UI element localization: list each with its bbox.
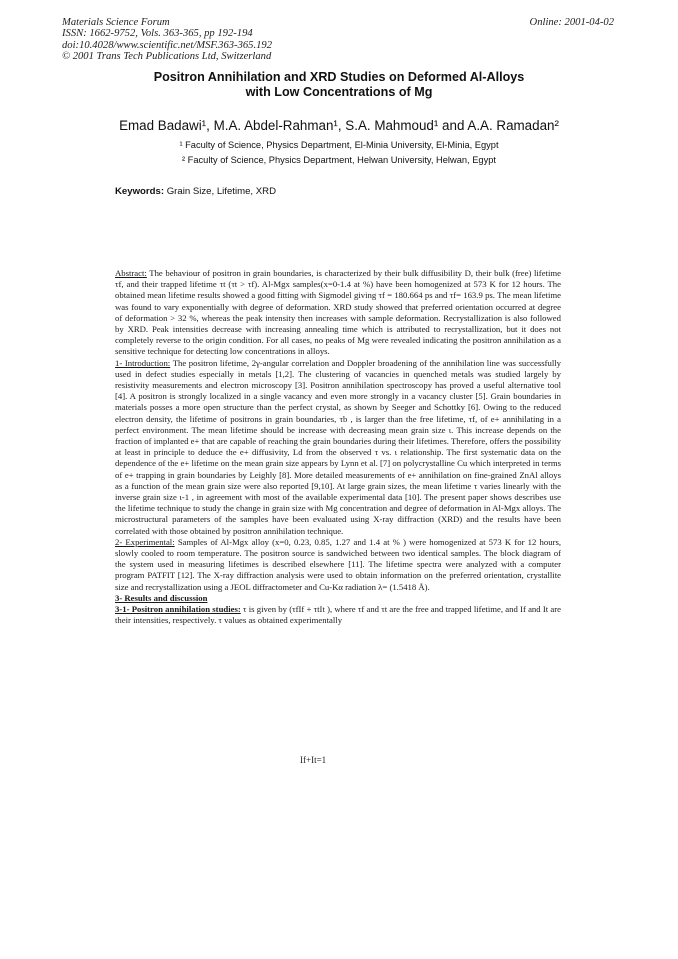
introduction-paragraph xyxy=(115,358,561,537)
author-list: Emad Badawi¹, M.A. Abdel-Rahman¹, S.A. Mahmoud¹ and A.A. Ramadan² xyxy=(119,118,559,133)
keywords-text: Grain Size, Lifetime, XRD xyxy=(166,186,277,197)
journal-name: Materials Science Forum xyxy=(62,17,170,28)
doi-link[interactable]: doi:10.4028/www.scientific.net/MSF.363-365.192 xyxy=(62,39,272,51)
experimental-paragraph xyxy=(115,537,561,593)
title-line-1: Positron Annihilation and XRD Studies on Deformed Al-Alloys xyxy=(153,70,525,84)
keywords xyxy=(115,186,276,197)
journal-header xyxy=(62,17,272,62)
experimental-heading: 2- Experimental: xyxy=(115,536,175,547)
abstract-text: The behaviour of positron in grain boundaries, is characterized by their bulk diffusibility D, their bulk (free) lifetime τf, and their trapped lifetime τt (τt > τf). Al-Mgx samples(x=0-1.4 at %) have been homogenized at 573 K for 12 hours. The obtained mean lifetime results showed a good fitting with Sigmodel giving τf = 180.664 ps and τf= 163.9 ps. The mean lifetime was found to vary exponentially with degree of deformation. XRD study showed that preferred orientation occurred at degree of deformation > 32 %, whereas the peak intensity then increases with sample deformation. Recrystallization is also followed by XRD. Peak intensities decrease with increasing annealing time which is attributed to recrystallization, but it does not completely reverse to the origin condition. For all cases, no peaks of Mg were revealed indicating the positron annihilation as a sensitive technique for detecting low concentrations in alloys. xyxy=(115,268,561,357)
abstract-paragraph xyxy=(115,268,561,358)
abstract-heading: Abstract: xyxy=(115,268,147,278)
online-date: Online: 2001-04-02 xyxy=(529,17,614,28)
results-heading-line xyxy=(115,593,561,604)
positron-heading: 3-1- Positron annihilation studies: xyxy=(115,604,241,615)
issn-line: ISSN: 1662-9752, Vols. 363-365, pp 192-194 xyxy=(62,28,253,40)
affiliation-2: ² Faculty of Science, Physics Department, Helwan University, Helwan, Egypt xyxy=(182,155,496,165)
paper-title xyxy=(80,70,598,100)
experimental-text: Samples of Al-Mgx alloy (x=0, 0.23, 0.85, 1.27 and 1.4 at % ) were homogenized at 573 K for 12 hours, slowly cooled to room temperature. The positron source is sandwiched between two identical samples. The block diagram of the system used in measuring lifetimes is described elsewhere [11]. The lifetime spectra were analyzed with a computer program PATFIT [12]. The X-ray diffraction analysis were used to obtain information on the preferred orientation, crystallite size and recrystallization using a JEOL diffractometer and Cu-Kα radiation λ= (1.5418 Å). xyxy=(115,536,562,592)
results-heading: 3- Results and discussion xyxy=(115,592,208,603)
introduction-text: The positron lifetime, 2γ-angular correlation and Doppler broadening of the annihilation line was successfully used in defect studies especially in metals [1,2]. The clustering of vacancies in quenched metals was studied largely by resistivity measurements and electron microscopy [3]. Positron annihilation spectroscopy has proved a useful alternative tool [4]. A positron is strongly localized in a single vacancy and even more strongly in a vacancy cluster [5]. Grain boundaries in materials posses a more open structure than the perfect crystal, as shown by Seeger and Schottky [6]. Owing to the reduced electron density, the lifetime of positrons in grain boundaries, τb , is larger than the free lifetime, τf, of e+ annihilating in a perfect environment. The mean lifetime should be increase with decreasing mean grain size ι. This increase depends on the fraction of implanted e+ that are capable of reaching the grain boundaries during their lifetimes. Therefore, offers the possibility at least in principle to deduce the e+ diffusivity, Ld from the observed τ vs. ι relationship. The first systematic data on the dependence of the e+ lifetime on the mean grain size appears by Lynn et al. [7] on polycrystalline Cu which interpreted in terms of e+ trapping in grain boundaries by Leighly [8]. More detailed measurements of e+ annihilation on fine-grained ZnAl alloys as a function of the mean grain size were also reported [9,10]. At large grain sizes, the mean lifetime τ varies linearly with the inverse grain size ι-1 , in agreement with most of the available experimental data [10]. The present paper shows describes use the lifetime technique to study the change in grain size with Mg concentration and degree of deformation in Al-Mgx alloys. The microstructural parameters of the samples have been evaluated using X-ray diffraction (XRD) and the results have been correlated with those obtained by positron annihilation technique. xyxy=(115,357,561,536)
introduction-heading: 1- Introduction: xyxy=(115,357,171,368)
copyright-line: © 2001 Trans Tech Publications Ltd, Switzerland xyxy=(62,50,272,62)
positron-paragraph xyxy=(115,604,561,626)
positron-text: τ is given by (τfIf + τtIt ), where τf and τt are the free and trapped lifetime, and If and It are their intensities, respectively. τ values as obtained experimentally xyxy=(115,604,561,626)
intensity-equation: If+It=1 xyxy=(300,755,327,765)
paper-body xyxy=(115,268,561,627)
affiliation-1: ¹ Faculty of Science, Physics Department, El-Minia University, El-Minia, Egypt xyxy=(179,140,499,150)
title-line-2: with Low Concentrations of Mg xyxy=(245,85,433,99)
keywords-label: Keywords: xyxy=(115,186,165,197)
